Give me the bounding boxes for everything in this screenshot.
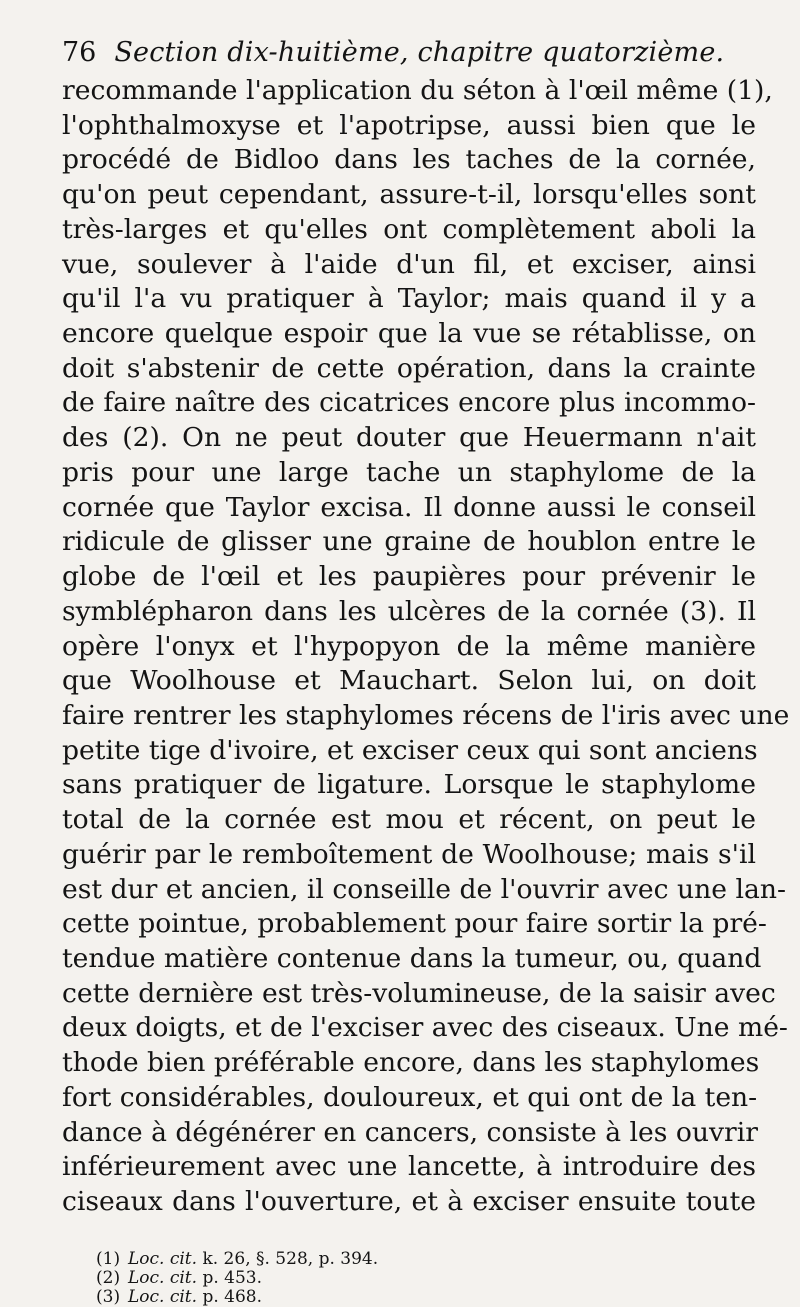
running-header bbox=[62, 36, 756, 70]
footnote-location: k. 26, §. 528, p. 394. bbox=[202, 1248, 379, 1269]
text-line: total de la cornée est mou et récent, on peut le bbox=[62, 804, 756, 836]
text-line: des (2). On ne peut douter que Heuermann n'ait bbox=[62, 422, 756, 454]
footnote bbox=[96, 1269, 756, 1288]
text-line: fort considérables, douloureux, et qui ont de la ten- bbox=[62, 1081, 758, 1113]
text-line: qu'on peut cependant, assure-t-il, lorsqu'elles sont bbox=[62, 179, 756, 211]
footnote-location: p. 468. bbox=[202, 1286, 262, 1307]
text-line: symblépharon dans les ulcères de la cornée (3). Il bbox=[62, 595, 756, 627]
text-line: qu'il l'a vu pratiquer à Taylor; mais quand il y a bbox=[62, 283, 756, 315]
text-line: ridicule de glisser une graine de houblon entre le bbox=[62, 526, 756, 558]
footnote-number: (2) bbox=[96, 1267, 121, 1288]
text-line: petite tige d'ivoire, et exciser ceux qui sont anciens bbox=[62, 734, 758, 766]
text-line: que Woolhouse et Mauchart. Selon lui, on doit bbox=[62, 665, 756, 697]
footnote-reference: Loc. cit. bbox=[128, 1248, 198, 1269]
text-line: guérir par le remboîtement de Woolhouse; mais s'il bbox=[62, 838, 756, 870]
text-line: l'ophthalmoxyse et l'apotripse, aussi bien que le bbox=[62, 109, 756, 141]
footnote-number: (3) bbox=[96, 1286, 121, 1307]
text-line: ciseaux dans l'ouverture, et à exciser ensuite toute bbox=[62, 1186, 756, 1217]
text-line: faire rentrer les staphylomes récens de l'iris avec une bbox=[62, 699, 790, 731]
footnote bbox=[96, 1288, 756, 1307]
text-line: dance à dégénérer en cancers, consiste à les ouvrir bbox=[62, 1116, 758, 1148]
text-line: opère l'onyx et l'hypopyon de la même manière bbox=[62, 630, 756, 662]
running-title: Section dix-huitième, chapitre quatorzième. bbox=[114, 37, 725, 68]
text-line: pris pour une large tache un staphylome de la bbox=[62, 456, 756, 488]
text-line: thode bien préférable encore, dans les staphylomes bbox=[62, 1047, 760, 1079]
page-number: 76 bbox=[62, 37, 97, 68]
text-line: est dur et ancien, il conseille de l'ouvrir avec une lan- bbox=[62, 873, 786, 905]
text-line: tendue matière contenue dans la tumeur, ou, quand bbox=[62, 942, 762, 974]
text-line: recommande l'application du séton à l'œil même (1), bbox=[62, 75, 773, 106]
text-line: cette pointue, probablement pour faire sortir la pré- bbox=[62, 908, 767, 940]
footnote bbox=[96, 1250, 756, 1269]
text-line: deux doigts, et de l'exciser avec des ciseaux. Une mé- bbox=[62, 1012, 788, 1044]
text-line: doit s'abstenir de cette opération, dans la crainte bbox=[62, 352, 756, 384]
text-line: de faire naître des cicatrices encore plus incommo- bbox=[62, 387, 756, 419]
text-line: sans pratiquer de ligature. Lorsque le staphylome bbox=[62, 769, 756, 801]
text-line: très-larges et qu'elles ont complètement aboli la bbox=[62, 213, 756, 245]
footnote-location: p. 453. bbox=[202, 1267, 262, 1288]
footnotes bbox=[62, 1250, 756, 1307]
footnote-reference: Loc. cit. bbox=[128, 1267, 198, 1288]
body-text bbox=[62, 74, 790, 1220]
text-line: procédé de Bidloo dans les taches de la cornée, bbox=[62, 144, 756, 176]
text-line: inférieurement avec une lancette, à introduire des bbox=[62, 1151, 756, 1183]
text-line: vue, soulever à l'aide d'un fil, et exciser, ainsi bbox=[62, 248, 756, 280]
footnote-number: (1) bbox=[96, 1248, 121, 1269]
text-line: globe de l'œil et les paupières pour prévenir le bbox=[62, 561, 756, 593]
text-line: encore quelque espoir que la vue se rétablisse, on bbox=[62, 318, 756, 350]
text-line: cornée que Taylor excisa. Il donne aussi le conseil bbox=[62, 491, 756, 523]
footnote-reference: Loc. cit. bbox=[128, 1286, 198, 1307]
text-line: cette dernière est très-volumineuse, de la saisir avec bbox=[62, 977, 776, 1009]
